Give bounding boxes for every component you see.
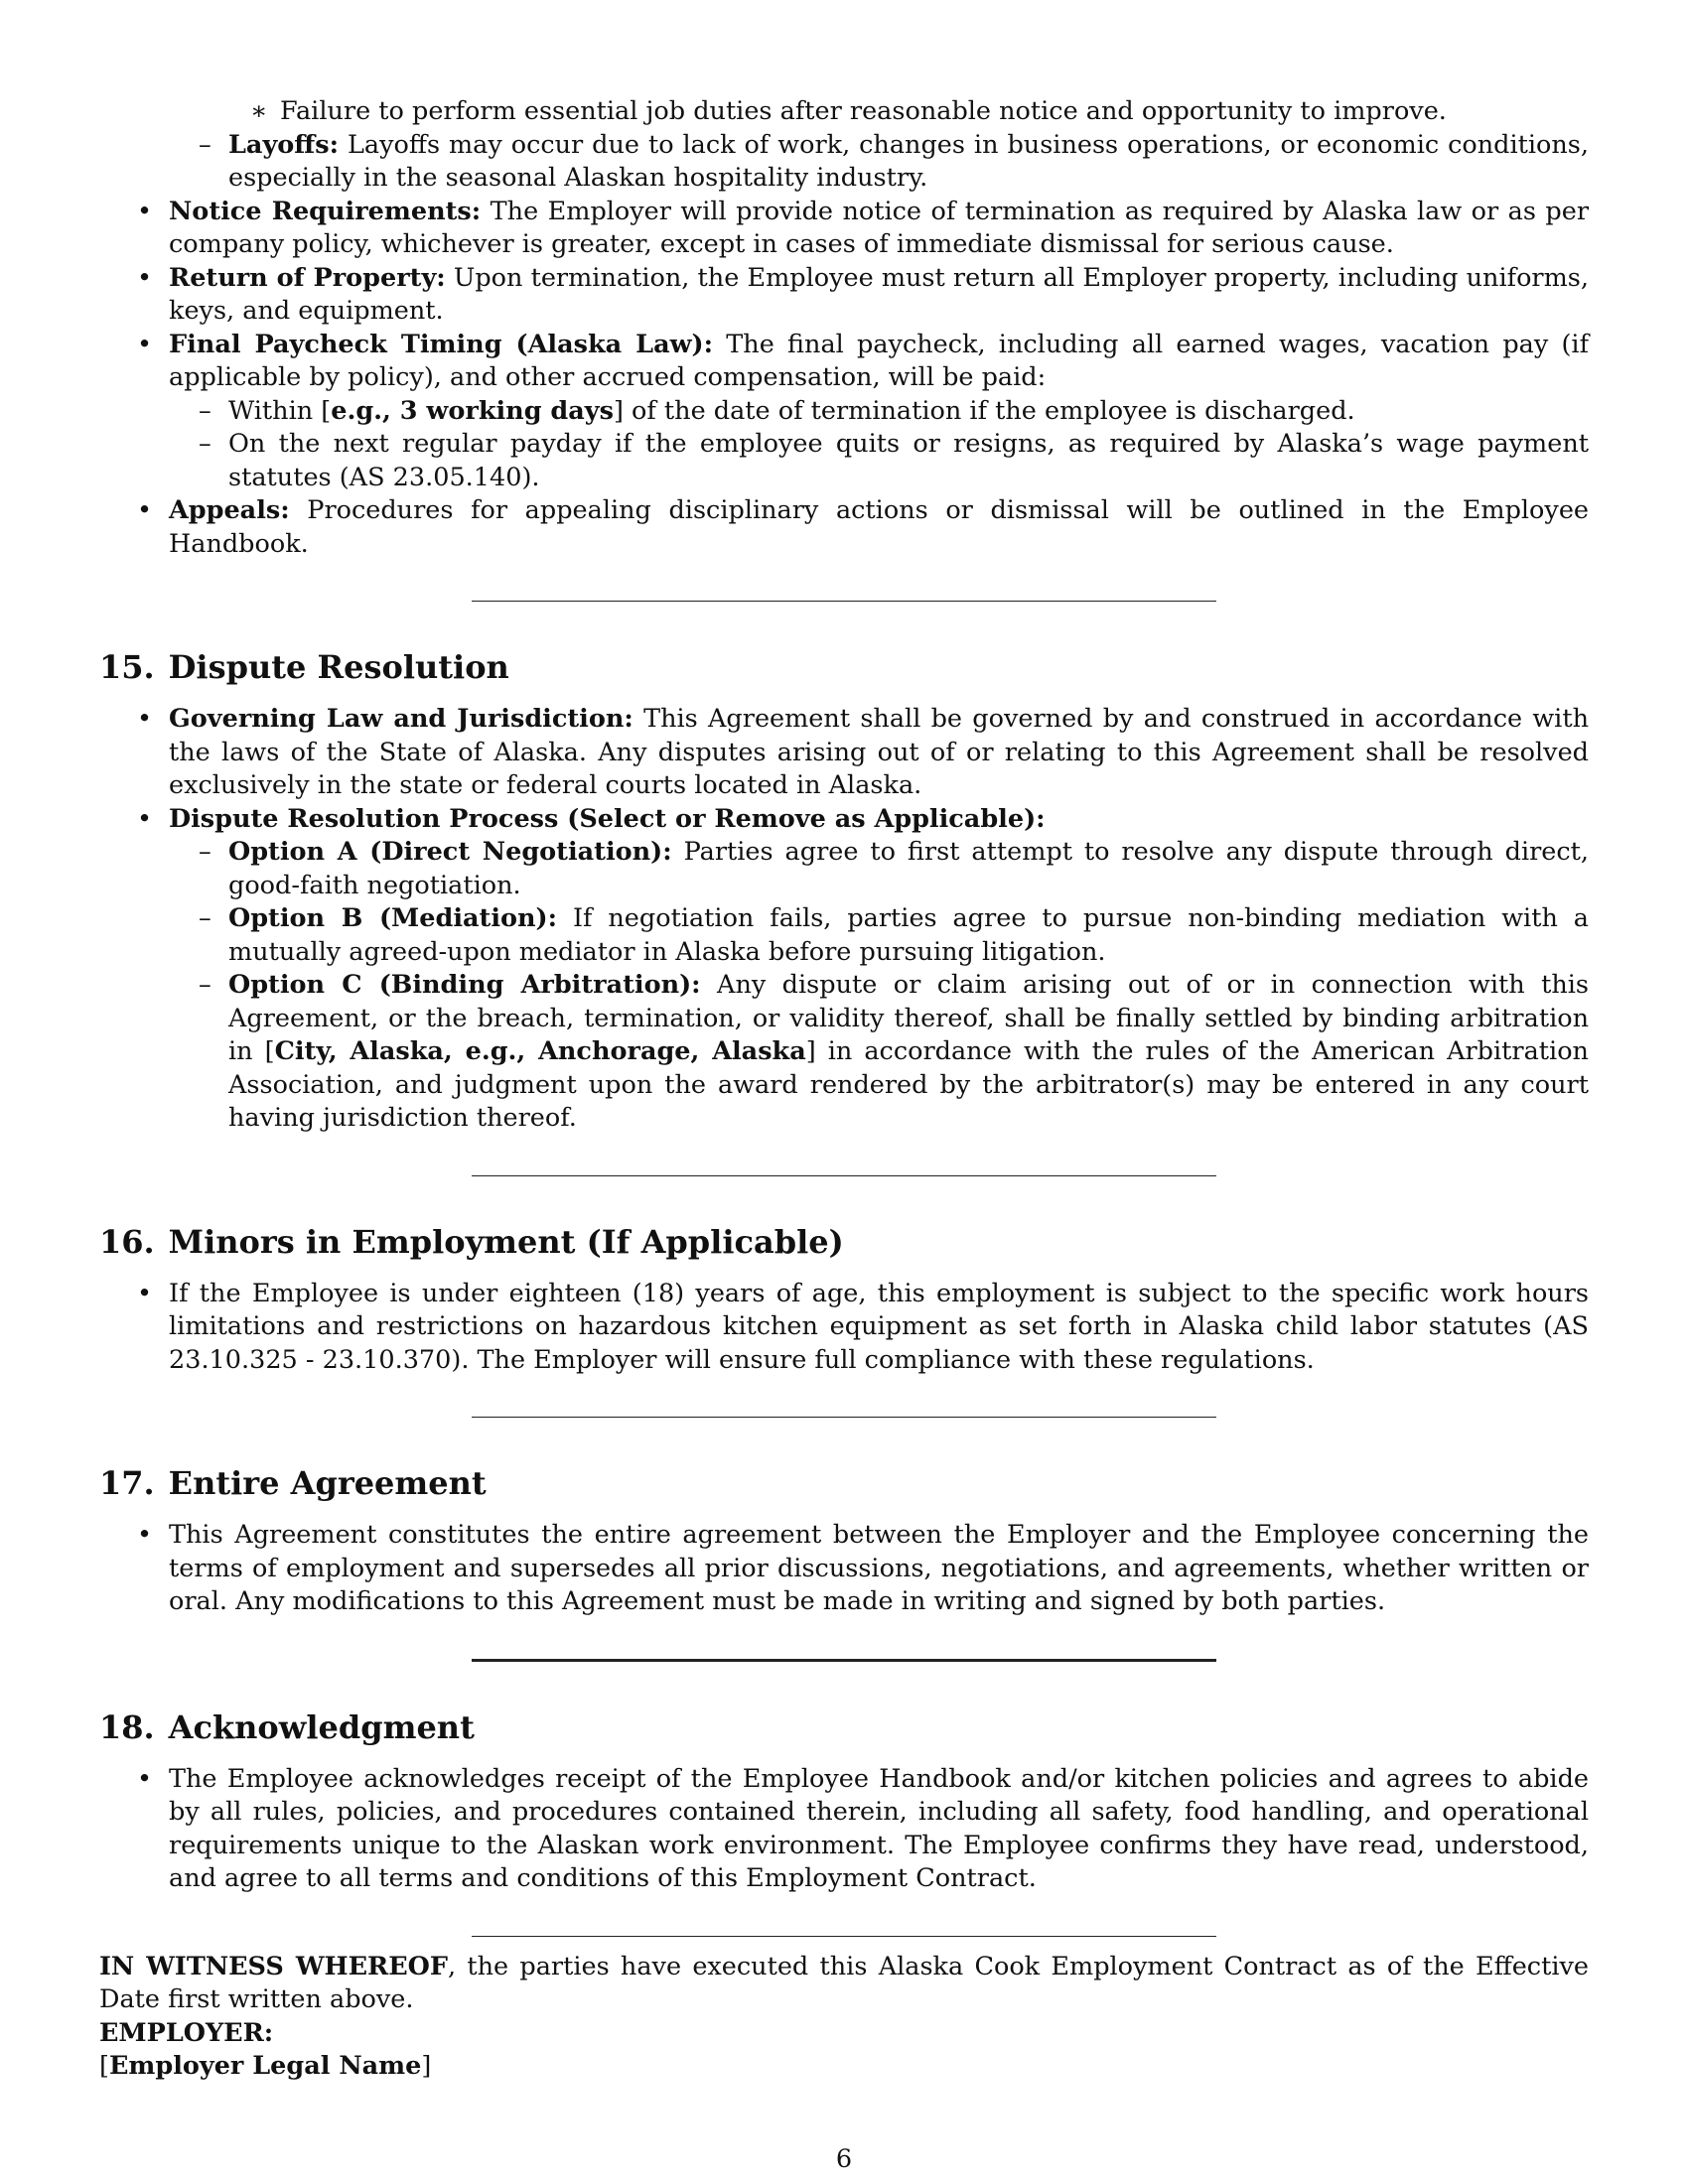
section-heading: 16. Minors in Employment (If Applicable) [99, 1222, 844, 1261]
list-item: • Dispute Resolution Process (Select or Remove as Applicable): – Option A (Direct Negotiation): Parties agree to first attempt to resolve any dispute through direct, good-faith negotiation. – Option B (Mediation): If negotiation fails, parties agree to pursue non-binding mediation with a mutually agreed-upon mediator in Alaska before pursuing litigation. – Option C (Binding Arbitration): Any dispute or claim arising out of or in connection with this Agreement, or the breach, termination, or validity thereof, shall be finally settled by binding arbitration in [City, Alaska, e.g., Anchorage, Alaska] in accordance with the rules of the American Arbitration Association, and judgment upon the award rendered by the arbitrator(s) may be entered in any court having jurisdiction thereof. [99, 803, 1589, 1136]
witness-paragraph: IN WITNESS WHEREOF, the parties have executed this Alaska Cook Employment Contract as of the Effective Date first written above. [99, 1951, 1589, 2014]
list-item: – On the next regular payday if the employee quits or resigns, as required by Alaska’s wage payment statutes (AS 23.05.140). [169, 428, 1589, 494]
list-item: • Notice Requirements: The Employer will provide notice of termination as required by Alaska law or as per company policy, whichever is greater, except in cases of immediate dismissal for serious cause. [99, 196, 1589, 262]
list-item: – Option B (Mediation): If negotiation fails, parties agree to pursue non-binding mediation with a mutually agreed-upon mediator in Alaska before pursuing litigation. [169, 902, 1589, 969]
dispute-options-list [169, 836, 1589, 1136]
list-item: • This Agreement constitutes the entire agreement between the Employer and the Employee concerning the terms of employment and supersedes all prior discussions, negotiations, and agreements, whether written or oral. Any modifications to this Agreement must be made in writing and signed by both parties. [99, 1519, 1589, 1619]
list-item: • Final Paycheck Timing (Alaska Law): The final paycheck, including all earned wages, vacation pay (if applicable by policy), and other accrued compensation, will be paid: – Within [e.g., 3 working days] of the date of termination if the employee is discharged. – On the next regular payday if the employee quits or resigns, as required by Alaska’s wage payment statutes (AS 23.05.140). [99, 329, 1589, 495]
list-item: – Within [e.g., 3 working days] of the date of termination if the employee is discharged. [169, 395, 1589, 429]
acknowledgment-list [99, 1763, 1589, 1896]
list-item: • Governing Law and Jurisdiction: This Agreement shall be governed by and construed in accordance with the laws of the State of Alaska. Any disputes arising out of or relating to this Agreement shall be resolved exclusively in the state or federal courts located in Alaska. [99, 703, 1589, 803]
employer-label: EMPLOYER: [99, 2017, 274, 2048]
dispute-resolution-list [99, 703, 1589, 1136]
list-item: – Option A (Direct Negotiation): Parties agree to first attempt to resolve any dispute through direct, good-faith negotiation. [169, 836, 1589, 902]
entire-agreement-list [99, 1519, 1589, 1619]
section-divider [472, 1175, 1216, 1176]
list-item: – Layoffs: Layoffs may occur due to lack of work, changes in business operations, or economic conditions, especially in the seasonal Alaskan hospitality industry. [169, 129, 1589, 196]
section-divider [472, 1659, 1216, 1662]
termination-causes-list [99, 95, 1589, 129]
section-divider [472, 1936, 1216, 1937]
section-heading: 17. Entire Agreement [99, 1464, 487, 1502]
termination-terms-list [99, 196, 1589, 562]
list-item: – Option C (Binding Arbitration): Any dispute or claim arising out of or in connection with this Agreement, or the breach, termination, or validity thereof, shall be finally settled by binding arbitration in [City, Alaska, e.g., Anchorage, Alaska] in accordance with the rules of the American Arbitration Association, and judgment upon the award rendered by the arbitrator(s) may be entered in any court having jurisdiction thereof. [169, 969, 1589, 1136]
section-divider [472, 1417, 1216, 1418]
page-number: 6 [835, 2144, 853, 2174]
minors-list [99, 1278, 1589, 1378]
section-heading: 15. Dispute Resolution [99, 648, 509, 686]
list-item: ∗ Failure to perform essential job duties after reasonable notice and opportunity to improve. [99, 95, 1589, 129]
termination-types-list [99, 129, 1589, 196]
list-item: • Appeals: Procedures for appealing disciplinary actions or dismissal will be outlined in the Employee Handbook. [99, 494, 1589, 561]
document-page [99, 95, 1589, 2084]
employer-name-placeholder: [Employer Legal Name] [99, 2051, 432, 2081]
list-item: • Return of Property: Upon termination, the Employee must return all Employer property, including uniforms, keys, and equipment. [99, 262, 1589, 329]
list-item: • The Employee acknowledges receipt of the Employee Handbook and/or kitchen policies and agrees to abide by all rules, policies, and procedures contained therein, including all safety, food handling, and operational requirements unique to the Alaskan work environment. The Employee confirms they have read, understood, and agree to all terms and conditions of this Employment Contract. [99, 1763, 1589, 1896]
final-paycheck-list [169, 395, 1589, 495]
section-heading: 18. Acknowledgment [99, 1707, 475, 1746]
list-item: • If the Employee is under eighteen (18) years of age, this employment is subject to the specific work hours limitations and restrictions on hazardous kitchen equipment as set forth in Alaska child labor statutes (AS 23.10.325 - 23.10.370). The Employer will ensure full compliance with these regulations. [99, 1278, 1589, 1378]
section-divider [472, 601, 1216, 602]
